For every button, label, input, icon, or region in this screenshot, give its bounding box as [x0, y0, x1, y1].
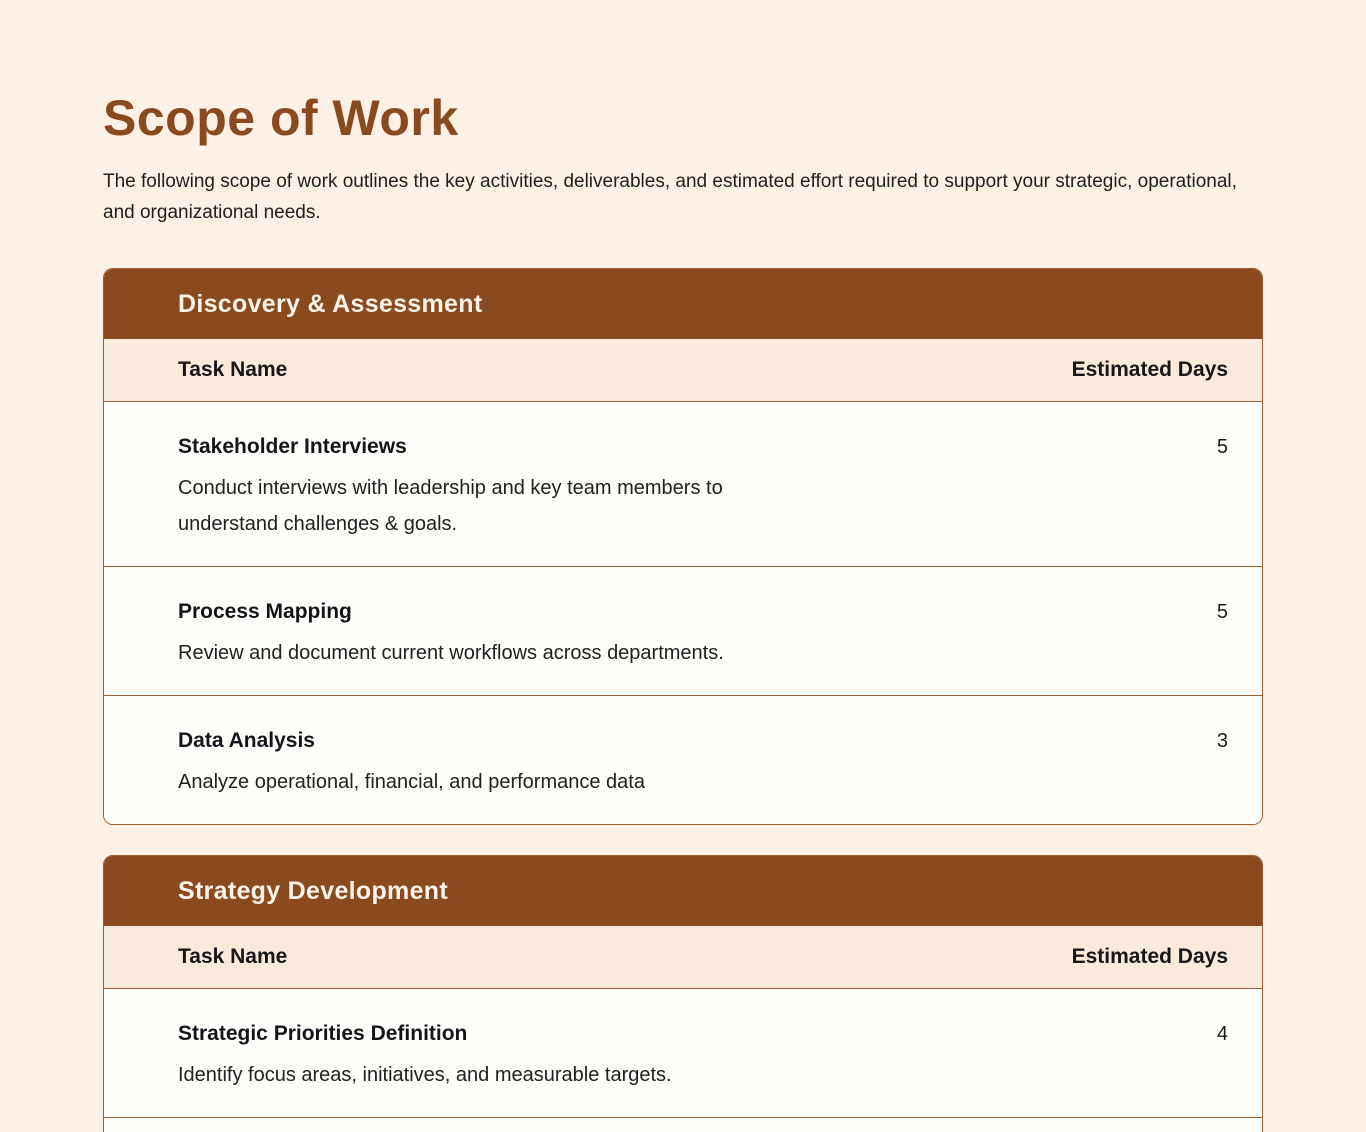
task-days: 5 — [1216, 436, 1228, 458]
task-name: Strategic Priorities Definition — [178, 1022, 468, 1045]
column-task-name: Task Name — [178, 358, 288, 381]
table-row — [104, 566, 1262, 695]
table-header-row — [104, 926, 1262, 989]
task-name: Process Mapping — [178, 600, 352, 623]
section-title: Strategy Development — [104, 856, 1262, 926]
table-row — [104, 695, 1262, 824]
task-name: Stakeholder Interviews — [178, 435, 407, 458]
intro-text: The following scope of work outlines the key activities, deliverables, and estimated effort required to support your strategic, operational, and organizational needs. — [103, 171, 1237, 223]
table-row — [104, 402, 1262, 566]
table-row-partial — [104, 1117, 1262, 1132]
page-title: Scope of Work — [103, 90, 459, 146]
task-days: 3 — [1216, 730, 1228, 752]
column-estimated-days: Estimated Days — [1071, 358, 1228, 381]
task-info — [178, 434, 818, 542]
column-estimated-days: Estimated Days — [1071, 945, 1228, 968]
section-discovery-assessment — [103, 268, 1263, 825]
task-description: Conduct interviews with leadership and key team members to understand challenges & goals. — [178, 477, 723, 535]
section-strategy-development — [103, 855, 1263, 1132]
task-info — [178, 599, 724, 671]
task-info — [178, 1021, 672, 1093]
task-info — [178, 728, 645, 800]
task-description: Analyze operational, financial, and performance data — [178, 771, 645, 793]
task-days: 4 — [1216, 1023, 1228, 1045]
task-name: Data Analysis — [178, 729, 315, 752]
table-header-row — [104, 339, 1262, 402]
task-days: 5 — [1216, 601, 1228, 623]
table-row — [104, 989, 1262, 1117]
task-description: Review and document current workflows across departments. — [178, 642, 724, 664]
task-description: Identify focus areas, initiatives, and measurable targets. — [178, 1064, 672, 1086]
column-task-name: Task Name — [178, 945, 288, 968]
section-title: Discovery & Assessment — [104, 269, 1262, 339]
